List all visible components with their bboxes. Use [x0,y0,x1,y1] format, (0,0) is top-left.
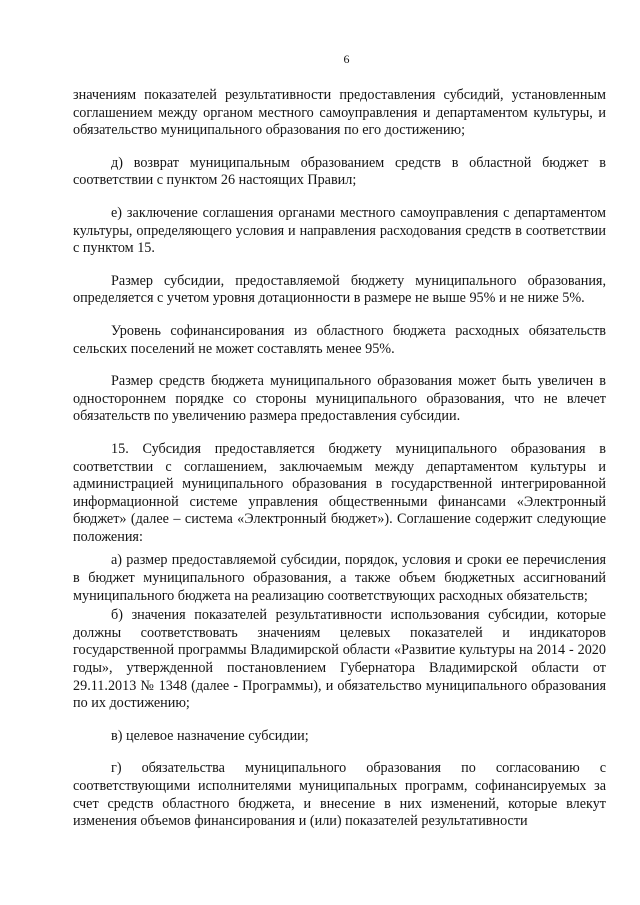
paragraph-cofinancing-level: Уровень софинансирования из областного бюджета расходных обязательств сельских поселений не может составлять менее 95%. [73,322,606,357]
paragraph-item-d: д) возврат муниципальным образованием средств в областной бюджет в соответствии с пунктом 26 настоящих Правил; [73,154,606,189]
paragraph-section-15: 15. Субсидия предоставляется бюджету муниципального образования в соответствии с соглашением, заключаемым между департаментом культуры и администрацией муниципального образования в государственной интегрированной информационной системе управления общественными финансами «Электронный бюджет» (далее – система «Электронный бюджет»). Соглашение содержит следующие положения: [73,440,606,545]
paragraph-continuation: значениям показателей результативности предоставления субсидий, установленным соглашением между органом местного самоуправления и департаментом культуры, и обязательство муниципального образования по его достижению; [73,87,606,139]
paragraph-subsidy-size: Размер субсидии, предоставляемой бюджету муниципального образования, определяется с учетом уровня дотационности в размере не выше 95% и не ниже 5%. [73,272,606,307]
paragraph-budget-increase: Размер средств бюджета муниципального образования может быть увеличен в одностороннем порядке со стороны муниципального образования, что не влечет обязательств по увеличению размера предоставления субсидии. [73,373,606,425]
paragraph-item-e: е) заключение соглашения органами местного самоуправления с департаментом культуры, определяющего условия и направления расходования средств в соответствии с пунктом 15. [73,204,606,257]
paragraph-item-b: б) значения показателей результативности использования субсидии, которые должны соответствовать значениям целевых показателей и индикаторов государственной программы Владимирской области «Развитие культуры на 2014 - 2020 годы», утвержденной постановлением Губернатора Владимирской области от 29.11.2013 № 1348 (далее - Программы), и обязательство муниципального образования по их достижению; [73,607,606,712]
page-number: 6 [343,52,350,66]
paragraph-item-v: в) целевое назначение субсидии; [111,727,309,744]
paragraph-item-a: а) размер предоставляемой субсидии, порядок, условия и сроки ее перечисления в бюджет муниципального образования, а также объем бюджетных ассигнований муниципального бюджета на реализацию соответствующих расходных обязательств; [73,552,606,604]
paragraph-item-g: г) обязательства муниципального образования по согласованию с соответствующими исполнителями муниципальных программ, софинансируемых за счет средств областного бюджета, и внесение в них изменений, которые влекут изменения объемов финансирования и (или) показателей результативности [73,760,606,830]
